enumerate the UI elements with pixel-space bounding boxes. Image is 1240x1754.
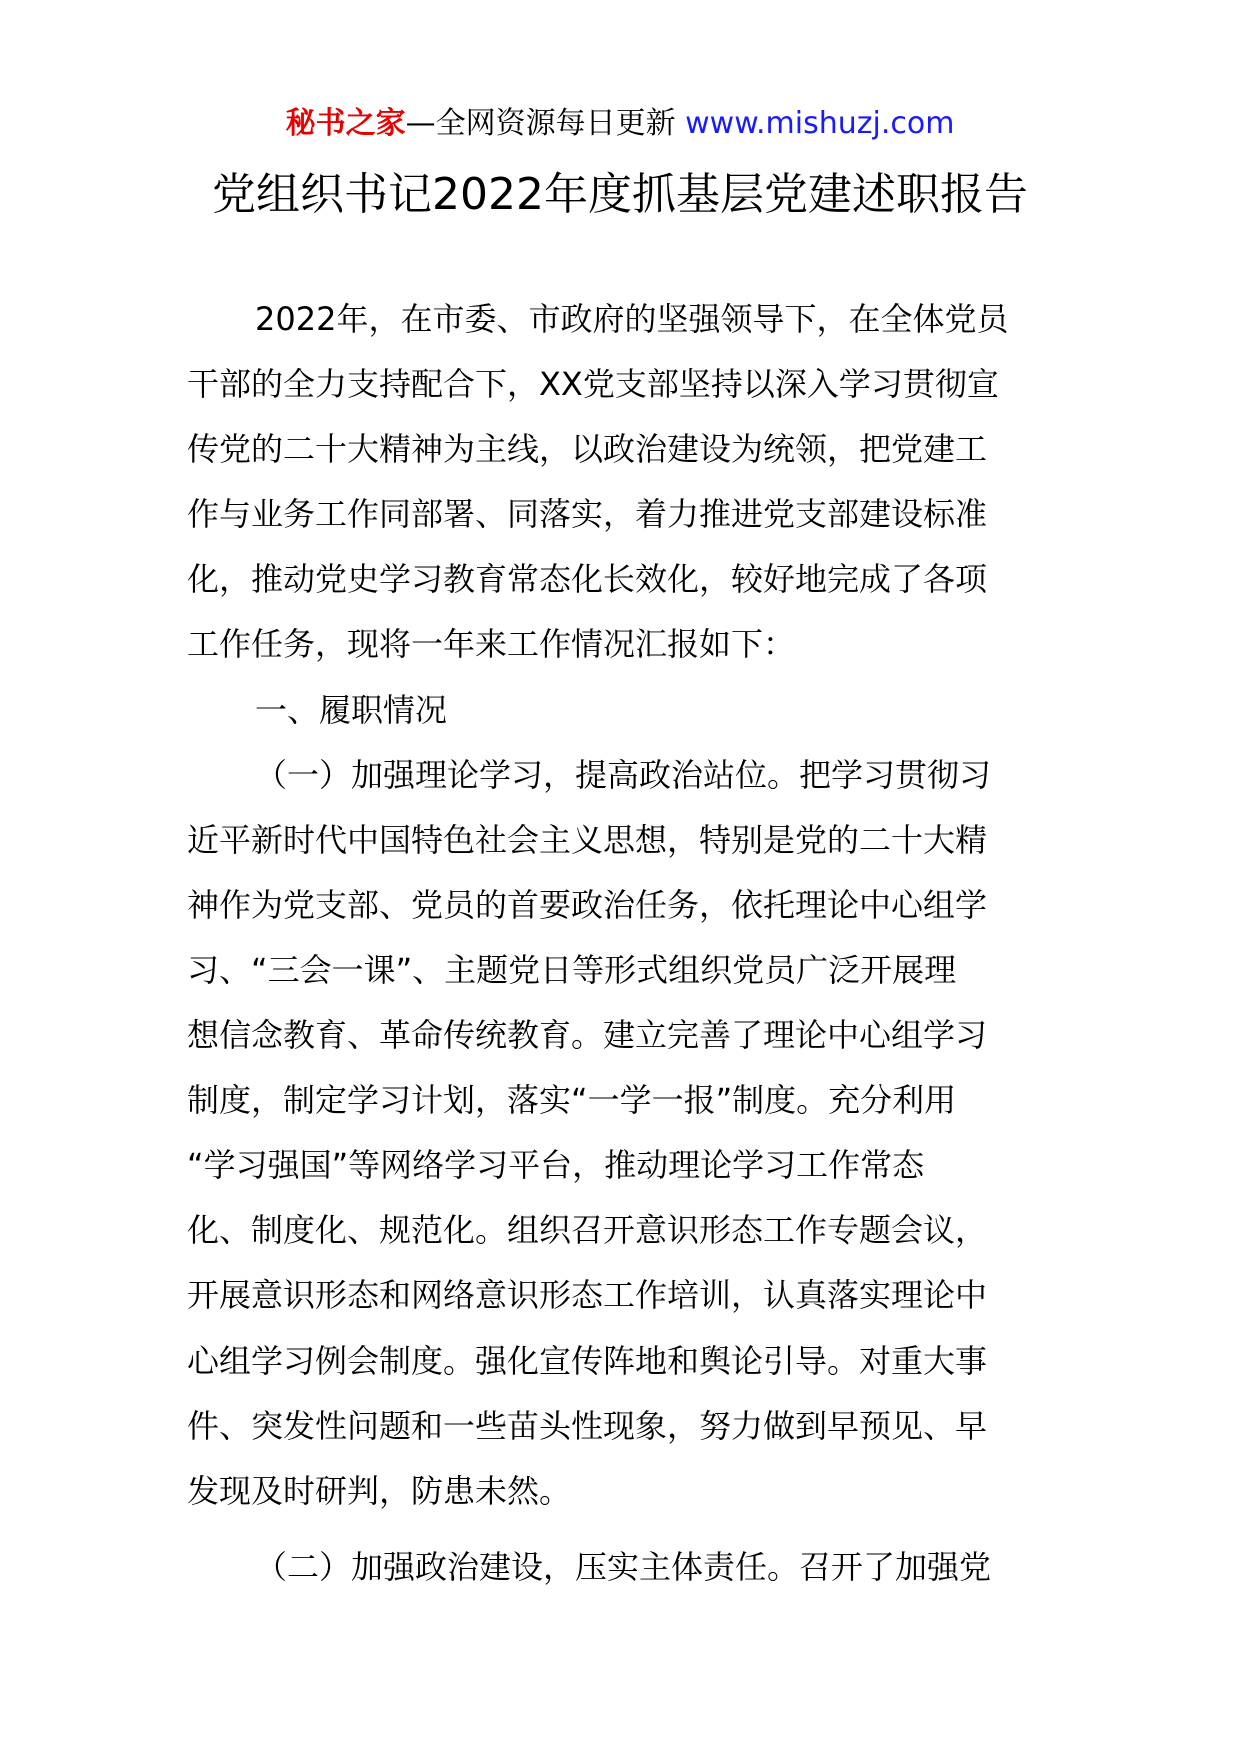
paragraph-line: 近平新时代中国特色社会主义思想，特别是党的二十大精 bbox=[187, 820, 988, 859]
site-header bbox=[0, 104, 1240, 144]
paragraph-line: 化，推动党史学习教育常态化长效化，较好地完成了各项 bbox=[187, 560, 988, 599]
paragraph-line: 心组学习例会制度。强化宣传阵地和舆论引导。对重大事 bbox=[187, 1341, 988, 1380]
paragraph-line: 开展意识形态和网络意识形态工作培训，认真落实理论中 bbox=[187, 1276, 988, 1315]
paragraph-line: “学习强国”等网络学习平台，推动理论学习工作常态 bbox=[187, 1146, 925, 1185]
paragraph-line: 干部的全力支持配合下，XX党支部坚持以深入学习贯彻宣 bbox=[187, 365, 999, 404]
paragraph-line: 习、“三会一课”、主题党日等形式组织党员广泛开展理 bbox=[187, 950, 957, 989]
paragraph-line: 工作任务，现将一年来工作情况汇报如下： bbox=[187, 625, 796, 664]
paragraph-line: 想信念教育、革命传统教育。建立完善了理论中心组学习 bbox=[187, 1016, 988, 1055]
brand-name: 秘书之家 bbox=[285, 106, 406, 141]
document-title: 党组织书记2022年度抓基层党建述职报告 bbox=[212, 169, 1028, 220]
document-body bbox=[187, 287, 1057, 1600]
header-tagline: —全网资源每日更新 bbox=[405, 106, 676, 141]
site-url-link[interactable]: www.mishuzj.com bbox=[685, 106, 955, 141]
paragraph-line: 件、突发性问题和一些苗头性现象，努力做到早预见、早 bbox=[187, 1406, 988, 1445]
section-heading: 一、履职情况 bbox=[255, 690, 448, 729]
subsection-heading-line: （二）加强政治建设，压实主体责任。召开了加强党 bbox=[255, 1547, 992, 1586]
paragraph-line: 作与业务工作同部署、同落实，着力推进党支部建设标准 bbox=[187, 495, 988, 534]
paragraph-line: 神作为党支部、党员的首要政治任务，依托理论中心组学 bbox=[187, 885, 988, 924]
paragraph-line: 化、制度化、规范化。组织召开意识形态工作专题会议， bbox=[187, 1211, 988, 1250]
paragraph-line: 传党的二十大精神为主线，以政治建设为统领，把党建工 bbox=[187, 430, 988, 469]
paragraph-line: 制度，制定学习计划，落实“一学一报”制度。充分利用 bbox=[187, 1081, 957, 1120]
subsection-heading-line: （一）加强理论学习，提高政治站位。把学习贯彻习 bbox=[255, 755, 992, 794]
paragraph-line: 发现及时研判，防患未然。 bbox=[187, 1471, 572, 1510]
paragraph-line: 2022年，在市委、市政府的坚强领导下，在全体党员 bbox=[255, 300, 1009, 338]
